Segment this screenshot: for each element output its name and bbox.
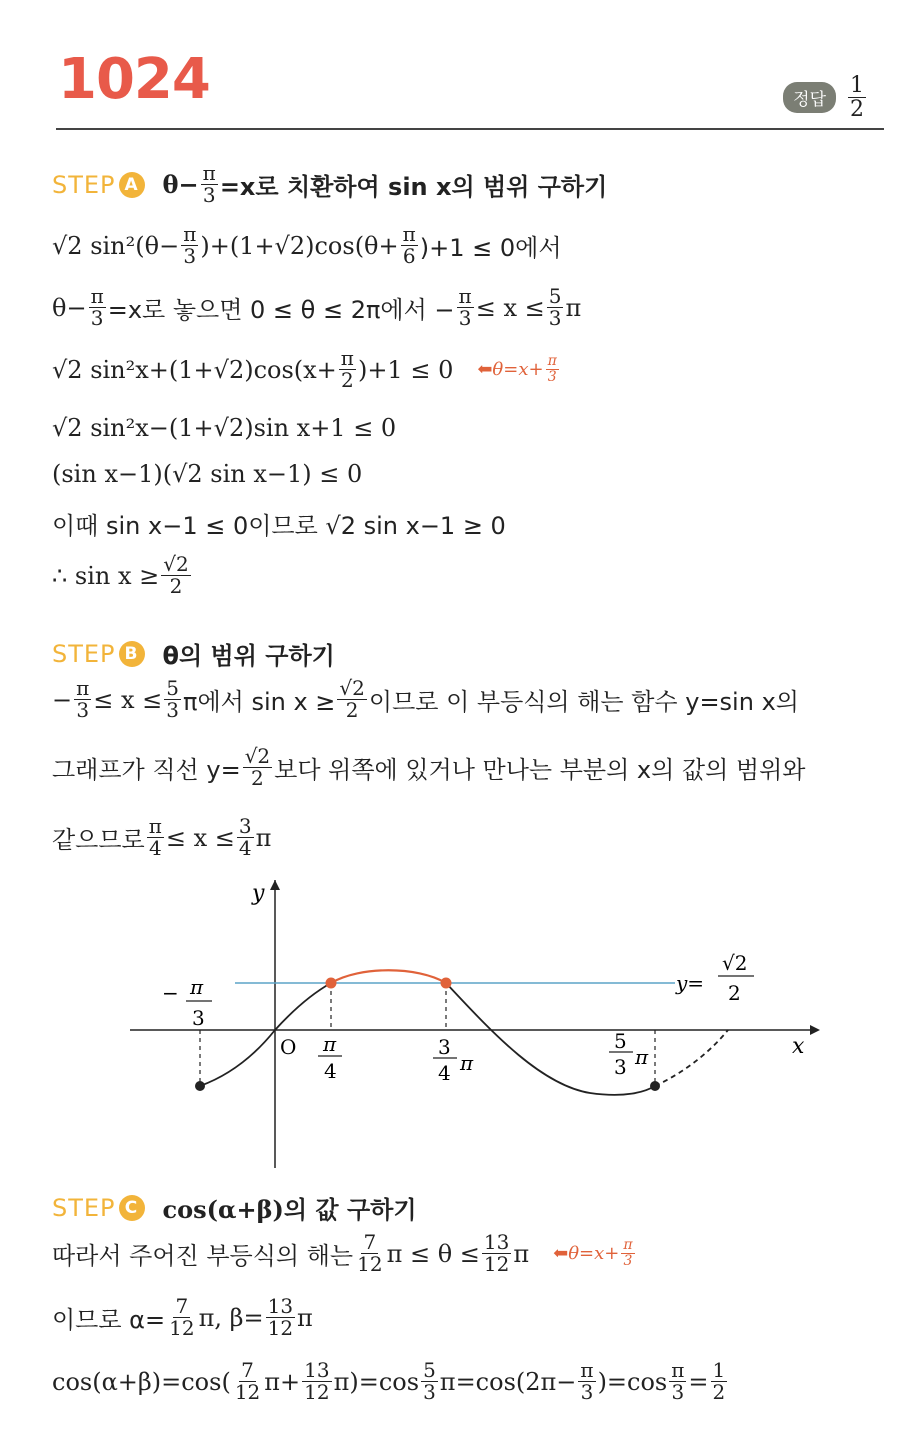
- line-4: √2 sin²x−(1+√2)sin x+1 ≤ 0: [52, 414, 397, 442]
- step-b-line-1: − $\frac{\pi}{3}$ ≤ x ≤ $\frac{5}{3}$ π에서 sin x ≥ $\frac{√2}{2}$ 이므로 이 부등식의 해는 함수 y=sin x의: [52, 676, 799, 722]
- hline-label-den: 2: [728, 981, 741, 1005]
- y-axis-arrow: [270, 880, 280, 890]
- step-c-line-3: cos(α+β)=cos( $\frac{7}{12}$ π+ $\frac{13}{12}$ π)=cos $\frac{5}{3}$ π=cos(2π− $\frac{\pi}{3}$ )=cos $\frac{\pi}{3}$ = $\frac{1}{2}$: [52, 1358, 726, 1404]
- intersection-point-2: [441, 978, 452, 989]
- origin-label: O: [280, 1035, 297, 1059]
- problem-number: 1024: [58, 47, 210, 112]
- step-b-circle: B: [119, 641, 145, 667]
- line-3: √2 sin²x+(1+√2)cos(x+ $\frac{\pi}{2}$ )+1 ≤ 0 ⬅θ=x+ $\frac{\pi}{3}$: [52, 348, 561, 391]
- tick-labels: [162, 951, 754, 1085]
- intersection-point-1: [326, 978, 337, 989]
- tick-5pi3-num: 5: [614, 1029, 627, 1053]
- step-b-label: STEP B: [52, 640, 145, 668]
- highlight-arc: [331, 970, 446, 983]
- step-c-line-1: 따라서 주어진 부등식의 해는 $\frac{7}{12}$ π ≤ θ ≤ $\frac{13}{12}$ π ⬅θ=x+ $\frac{\pi}{3}$: [52, 1232, 637, 1275]
- sine-curve-left: [200, 983, 331, 1086]
- tick-pi4-den: 4: [324, 1059, 337, 1083]
- tick-pi4-num: π: [323, 1032, 337, 1056]
- tick-3pi4-den: 4: [438, 1061, 451, 1085]
- step-a-label: STEP A: [52, 171, 145, 199]
- line-5: (sin x−1)(√2 sin x−1) ≤ 0: [52, 460, 363, 488]
- x-axis-arrow: [810, 1025, 820, 1035]
- answer-fraction: $\frac{1}{2}$: [850, 73, 864, 123]
- sine-curve-dashed: [655, 1030, 728, 1086]
- header-rule: [56, 128, 884, 130]
- tick-left-sign: −: [162, 981, 179, 1005]
- line-1: √2 sin²(θ− $\frac{\pi}{3}$ )+(1+√2)cos(θ+ $\frac{\pi}{6}$ )+1 ≤ 0에서: [52, 222, 562, 268]
- step-b-line-3: 같으므로 $\frac{\pi}{4}$ ≤ x ≤ $\frac{3}{4}$ π: [52, 814, 272, 860]
- sine-graph: [120, 870, 820, 1170]
- endpoint-left: [195, 1081, 205, 1091]
- step-a-circle: A: [119, 172, 145, 198]
- substitution-hint: ⬅θ=x+ $\frac{\pi}{3}$: [477, 353, 557, 385]
- tick-3pi4-num: 3: [438, 1035, 451, 1059]
- step-b-line-2: 그래프가 직선 y= $\frac{√2}{2}$ 보다 위쪽에 있거나 만나는 부분의 x의 값의 범위와: [52, 744, 806, 790]
- line-6: 이때 sin x−1 ≤ 0이므로 √2 sin x−1 ≥ 0: [52, 512, 506, 540]
- endpoint-right: [650, 1081, 660, 1091]
- step-c-heading: STEP C cos(α+β)의 값 구하기: [52, 1193, 417, 1224]
- tick-3pi4-pi: π: [460, 1051, 474, 1075]
- hline-label: y=: [676, 971, 705, 995]
- step-c-line-2: 이므로 α= $\frac{7}{12}$ π, β= $\frac{13}{12}$ π: [52, 1294, 313, 1340]
- tick-left-num: π: [190, 975, 204, 999]
- tick-5pi3-pi: π: [635, 1045, 649, 1069]
- tick-left-den: 3: [192, 1006, 205, 1030]
- step-a-heading: STEP A θ− $\frac{\pi}{3}$ =x로 치환하여 sin x의 범위 구하기: [52, 161, 608, 207]
- x-axis-label: x: [792, 1034, 805, 1059]
- step-b-heading: STEP B θ의 범위 구하기: [52, 639, 335, 670]
- answer-badge: 정답: [783, 82, 836, 113]
- hline-label-num: √2: [722, 951, 748, 975]
- answer-area: [783, 74, 868, 121]
- line-2: θ− $\frac{\pi}{3}$ =x로 놓으면 0 ≤ θ ≤ 2π에서 − $\frac{\pi}{3}$ ≤ x ≤ $\frac{5}{3}$ π: [52, 284, 582, 330]
- line-7: ∴ sin x ≥ $\frac{√2}{2}$: [52, 552, 189, 598]
- y-axis-label: y: [252, 881, 265, 906]
- step-c-label: STEP C: [52, 1194, 145, 1222]
- substitution-hint-2: ⬅θ=x+ $\frac{\pi}{3}$: [553, 1237, 633, 1269]
- tick-5pi3-den: 3: [614, 1055, 627, 1079]
- step-c-circle: C: [119, 1195, 145, 1221]
